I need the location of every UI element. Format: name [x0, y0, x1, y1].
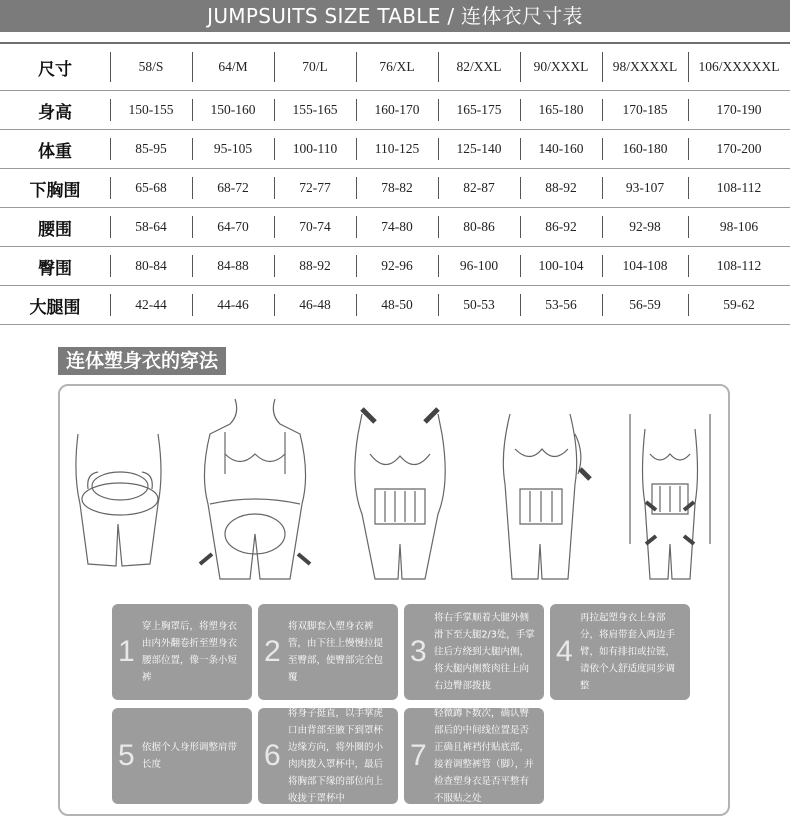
- step-number: 7: [410, 739, 427, 772]
- size-column-header: 82/XXL: [438, 43, 520, 91]
- table-cell: 110-125: [356, 130, 438, 169]
- step-text: 将右手掌顺着大腿外侧滑下至大腿2/3处，手掌往后方绕到大腿内侧，将大腿内侧赘肉往上向右边臀部拨拢: [434, 612, 535, 692]
- table-cell: 85-95: [110, 130, 192, 169]
- table-cell: 86-92: [520, 208, 602, 247]
- step-number: 5: [118, 739, 135, 772]
- table-cell: 104-108: [602, 247, 688, 286]
- table-cell: 100-104: [520, 247, 602, 286]
- step-text: 再拉起塑身衣上身部分，将肩带套入两边手臂，如有排扣或拉链，请依个人舒适度同步调整: [580, 612, 676, 692]
- table-cell: 46-48: [274, 286, 356, 325]
- table-cell: 64-70: [192, 208, 274, 247]
- table-cell: 125-140: [438, 130, 520, 169]
- step-2-box: [258, 604, 398, 700]
- table-cell: 150-155: [110, 91, 192, 130]
- table-cell: 72-77: [274, 169, 356, 208]
- table-cell: 155-165: [274, 91, 356, 130]
- page-title-banner: [0, 0, 790, 32]
- step-1-box: [112, 604, 252, 700]
- table-cell: 59-62: [688, 286, 790, 325]
- table-cell: 170-190: [688, 91, 790, 130]
- table-cell: 88-92: [274, 247, 356, 286]
- table-cell: 82-87: [438, 169, 520, 208]
- table-cell: 70-74: [274, 208, 356, 247]
- size-column-header: 64/M: [192, 43, 274, 91]
- step-number: 6: [264, 739, 281, 772]
- row-label: 腰围: [0, 208, 110, 247]
- size-column-header: 98/XXXXL: [602, 43, 688, 91]
- row-label: 身高: [0, 91, 110, 130]
- table-cell: 80-86: [438, 208, 520, 247]
- table-cell: 95-105: [192, 130, 274, 169]
- step-text: 将身子挺直，以手掌虎口由背部至腋下到罩杯边缘方向，将外圈的小肉肉拨入罩杯中，最后将胸部下缘的部位向上收拢于罩杯中: [288, 708, 384, 804]
- table-cell: 160-170: [356, 91, 438, 130]
- table-cell: 93-107: [602, 169, 688, 208]
- figure-step3-icon: [340, 394, 460, 584]
- step-6-box: [258, 708, 398, 804]
- row-label: 大腿围: [0, 286, 110, 325]
- table-cell: 88-92: [520, 169, 602, 208]
- table-row: [0, 169, 790, 208]
- table-row: [0, 286, 790, 325]
- table-cell: 56-59: [602, 286, 688, 325]
- table-cell: 165-175: [438, 91, 520, 130]
- table-header-row: [0, 43, 790, 91]
- table-cell: 96-100: [438, 247, 520, 286]
- table-cell: 108-112: [688, 247, 790, 286]
- table-cell: 92-96: [356, 247, 438, 286]
- table-cell: 65-68: [110, 169, 192, 208]
- guide-title: 连体塑身衣的穿法: [58, 347, 226, 375]
- step-number: 3: [410, 635, 427, 668]
- table-cell: 42-44: [110, 286, 192, 325]
- size-column-header: 76/XL: [356, 43, 438, 91]
- table-cell: 108-112: [688, 169, 790, 208]
- table-cell: 84-88: [192, 247, 274, 286]
- step-3-box: [404, 604, 544, 700]
- table-cell: 170-200: [688, 130, 790, 169]
- table-row: [0, 130, 790, 169]
- step-5-box: [112, 708, 252, 804]
- page-title: JUMPSUITS SIZE TABLE / 连体衣尺寸表: [207, 4, 583, 28]
- table-cell: 44-46: [192, 286, 274, 325]
- step-number: 2: [264, 635, 281, 668]
- table-cell: 53-56: [520, 286, 602, 325]
- table-cell: 80-84: [110, 247, 192, 286]
- table-cell: 170-185: [602, 91, 688, 130]
- step-7-box: [404, 708, 544, 804]
- table-cell: 140-160: [520, 130, 602, 169]
- table-row: [0, 91, 790, 130]
- table-cell: 92-98: [602, 208, 688, 247]
- row-label: 臀围: [0, 247, 110, 286]
- figure-step1-icon: [68, 394, 168, 584]
- table-cell: 50-53: [438, 286, 520, 325]
- table-cell: 98-106: [688, 208, 790, 247]
- step-number: 4: [556, 635, 573, 668]
- step-text: 穿上胸罩后，将塑身衣由内外翻卷折至塑身衣腰部位置，像一条小短裤: [142, 621, 238, 683]
- row-label: 体重: [0, 130, 110, 169]
- table-cell: 74-80: [356, 208, 438, 247]
- size-column-header: 90/XXXL: [520, 43, 602, 91]
- step-text: 轻微蹲下数次，确认臀部后的中间线位置是否正确且裤裆付贴底部，接着调整裤管（脚），并检查塑身衣是否平整有不服贴之处: [434, 708, 534, 804]
- row-label: 尺寸: [0, 43, 110, 91]
- table-cell: 150-160: [192, 91, 274, 130]
- step-4-box: [550, 604, 690, 700]
- table-cell: 48-50: [356, 286, 438, 325]
- table-cell: 78-82: [356, 169, 438, 208]
- table-cell: 58-64: [110, 208, 192, 247]
- figure-step2-icon: [180, 394, 330, 584]
- step-text: 将双脚套入塑身衣裤管，由下往上慢慢拉提至臀部，使臀部完全包覆: [288, 621, 384, 683]
- figure-step4-icon: [470, 394, 610, 584]
- table-cell: 160-180: [602, 130, 688, 169]
- table-row: [0, 247, 790, 286]
- size-column-header: 106/XXXXXL: [688, 43, 790, 91]
- size-table: [0, 42, 790, 325]
- table-cell: 100-110: [274, 130, 356, 169]
- size-column-header: 70/L: [274, 43, 356, 91]
- step-number: 1: [118, 635, 135, 668]
- row-label: 下胸围: [0, 169, 110, 208]
- figure-step5-icon: [620, 394, 720, 584]
- step-text: 依据个人身形调整肩带长度: [142, 742, 238, 770]
- table-cell: 68-72: [192, 169, 274, 208]
- table-cell: 165-180: [520, 91, 602, 130]
- table-row: [0, 208, 790, 247]
- size-column-header: 58/S: [110, 43, 192, 91]
